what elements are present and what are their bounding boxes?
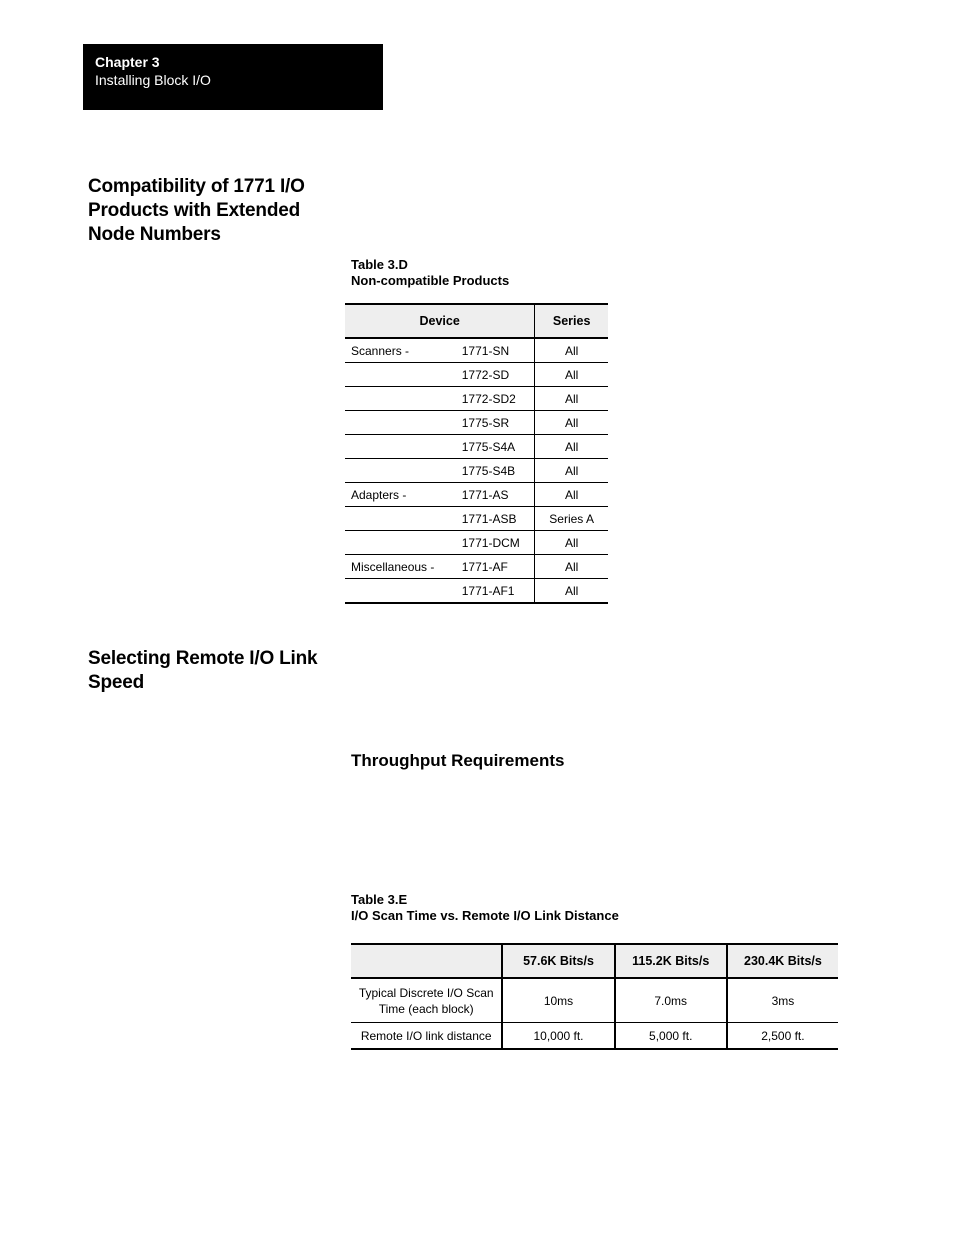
label-line: Time (each block)	[378, 1001, 474, 1016]
compatibility-heading	[88, 175, 305, 247]
table-d-number: Table 3.D	[351, 257, 408, 272]
series-cell: All	[535, 363, 608, 387]
series-cell: All	[535, 483, 608, 507]
scan-time-table	[351, 943, 838, 1050]
table-row	[345, 338, 608, 363]
link-speed-heading	[88, 647, 317, 695]
series-cell: All	[535, 338, 608, 363]
table-row	[345, 411, 608, 435]
device-model-cell: 1772-SD2	[462, 387, 535, 411]
series-cell: All	[535, 459, 608, 483]
table-cell: 7.0ms	[615, 978, 727, 1023]
device-group-cell: Miscellaneous -	[345, 555, 462, 579]
table-row	[345, 555, 608, 579]
table-d-caption	[351, 257, 509, 289]
device-group-cell: Scanners -	[345, 338, 462, 363]
table-row	[345, 459, 608, 483]
table-e-title: I/O Scan Time vs. Remote I/O Link Distance	[351, 908, 619, 923]
device-group-cell	[345, 411, 462, 435]
series-cell: Series A	[535, 507, 608, 531]
table-cell: 5,000 ft.	[615, 1023, 727, 1050]
device-group-cell: Adapters -	[345, 483, 462, 507]
device-model-cell: 1771-SN	[462, 338, 535, 363]
heading-line: Products with Extended	[88, 200, 301, 221]
device-model-cell: 1771-AS	[462, 483, 535, 507]
row-label: Remote I/O link distance	[351, 1023, 502, 1050]
device-model-cell: 1775-SR	[462, 411, 535, 435]
table-row	[351, 1023, 838, 1050]
table-cell: 10,000 ft.	[502, 1023, 614, 1050]
table-e-caption	[351, 892, 619, 924]
series-cell: All	[535, 435, 608, 459]
device-model-cell: 1771-AF	[462, 555, 535, 579]
non-compatible-products-table	[345, 303, 608, 604]
device-model-cell: 1775-S4B	[462, 459, 535, 483]
row-label	[351, 978, 502, 1023]
heading-line: Selecting Remote I/O Link	[88, 648, 318, 669]
series-cell: All	[535, 531, 608, 555]
table-row	[351, 978, 838, 1023]
device-group-cell	[345, 435, 462, 459]
device-group-cell	[345, 387, 462, 411]
table-header-row	[351, 944, 838, 978]
table-row	[345, 531, 608, 555]
series-cell: All	[535, 387, 608, 411]
chapter-label: Chapter 3	[95, 54, 160, 70]
table-cell: 10ms	[502, 978, 614, 1023]
series-cell: All	[535, 555, 608, 579]
table-row	[345, 387, 608, 411]
series-column-header: Series	[535, 304, 608, 338]
empty-header-cell	[351, 944, 502, 978]
device-model-cell: 1775-S4A	[462, 435, 535, 459]
series-cell: All	[535, 411, 608, 435]
heading-line: Speed	[88, 672, 145, 693]
chapter-title: Installing Block I/O	[95, 72, 211, 88]
table-row	[345, 579, 608, 604]
heading-line: Compatibility of 1771 I/O	[88, 176, 305, 197]
table-cell: 2,500 ft.	[727, 1023, 838, 1050]
table-cell: 3ms	[727, 978, 838, 1023]
chapter-header	[83, 44, 383, 110]
device-group-cell	[345, 459, 462, 483]
device-model-cell: 1771-AF1	[462, 579, 535, 604]
device-group-cell	[345, 579, 462, 604]
device-model-cell: 1771-DCM	[462, 531, 535, 555]
table-d-title: Non-compatible Products	[351, 273, 510, 288]
device-group-cell	[345, 531, 462, 555]
label-line: Typical Discrete I/O Scan	[358, 985, 494, 1000]
series-cell: All	[535, 579, 608, 604]
table-row	[345, 435, 608, 459]
device-model-cell: 1771-ASB	[462, 507, 535, 531]
device-model-cell: 1772-SD	[462, 363, 535, 387]
speed-57k-header: 57.6K Bits/s	[502, 944, 614, 978]
table-e-number: Table 3.E	[351, 892, 408, 907]
speed-115k-header: 115.2K Bits/s	[615, 944, 727, 978]
throughput-heading: Throughput Requirements	[351, 751, 565, 770]
device-column-header: Device	[345, 304, 535, 338]
heading-line: Node Numbers	[88, 224, 221, 245]
table-header-row	[345, 304, 608, 338]
table-row	[345, 363, 608, 387]
device-group-cell	[345, 507, 462, 531]
table-row	[345, 483, 608, 507]
table-row	[345, 507, 608, 531]
speed-230k-header: 230.4K Bits/s	[727, 944, 838, 978]
device-group-cell	[345, 363, 462, 387]
